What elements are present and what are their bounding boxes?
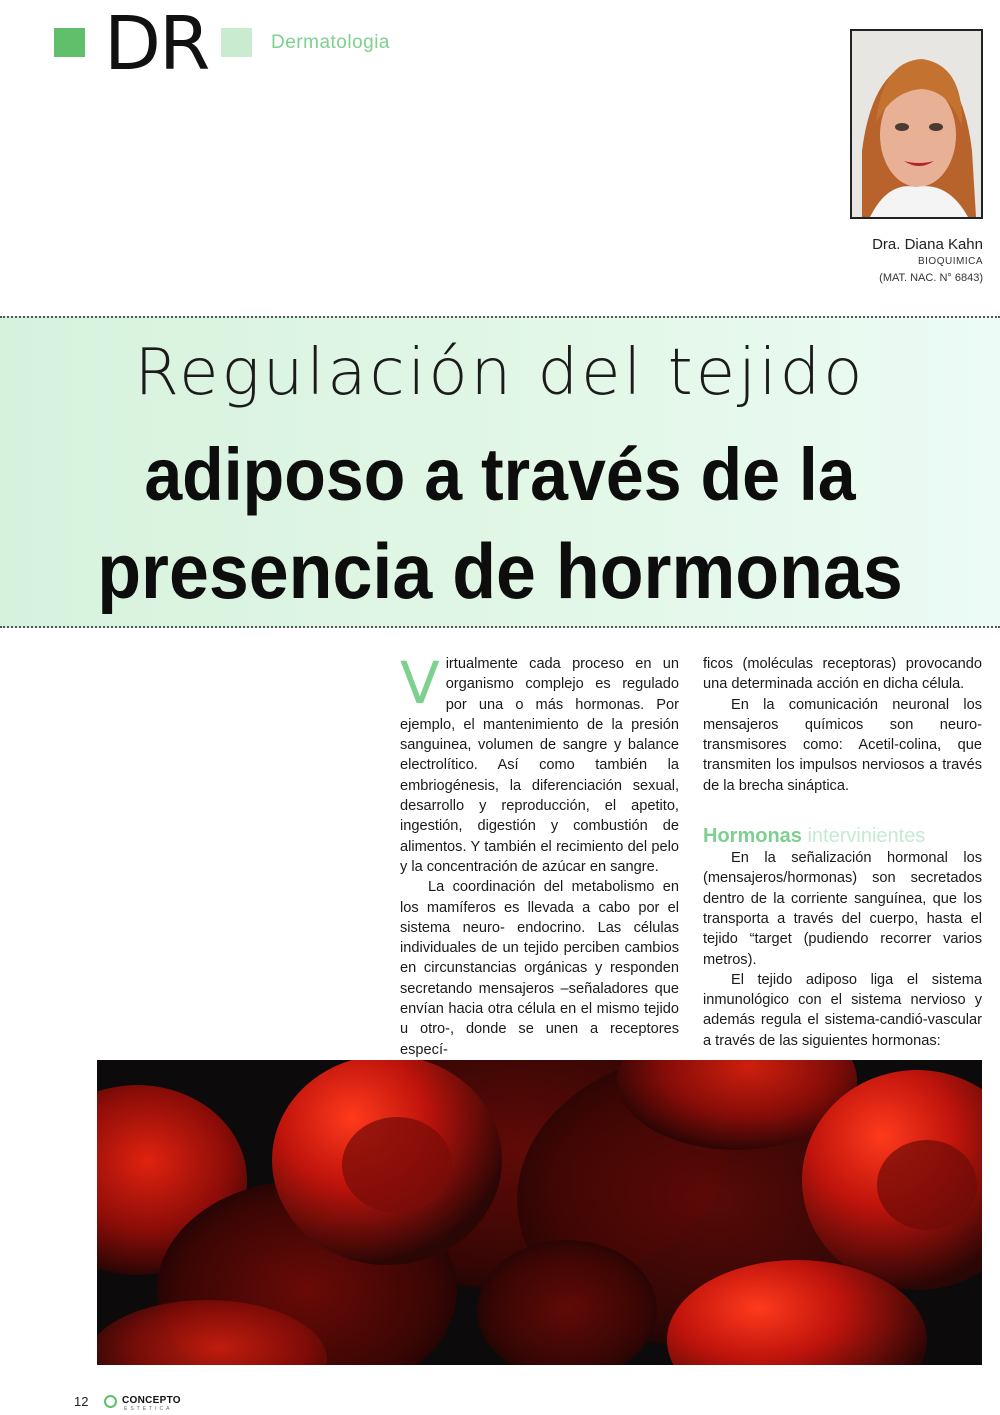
author-photo: [850, 29, 983, 219]
article-title-line-3: presencia de hormonas: [97, 527, 903, 615]
logo-subtext: ESTETICA: [124, 1406, 173, 1412]
author-role: BIOQUIMICA: [917, 256, 983, 267]
author-portrait-image: [852, 31, 981, 217]
subheading-light: intervinientes: [807, 825, 926, 848]
magazine-logo: [102, 1395, 188, 1412]
author-registration: (MAT. NAC. N° 6843): [879, 272, 983, 284]
article-paragraph: El tejido adiposo liga el sistema inmunológico con el sistema nervioso y además regula el sistema-candió-vascular a través de las siguientes hormonas:: [703, 971, 982, 1049]
article-title-line-1: Regulación del tejido: [134, 336, 866, 410]
subheading-bold: Hormonas: [703, 825, 802, 848]
article-column-right: [703, 654, 982, 1051]
red-blood-cells-image: [97, 1060, 982, 1365]
section-marker-light-square: [221, 28, 252, 57]
section-marker-square: [54, 28, 85, 57]
dropcap-letter: V: [400, 649, 440, 717]
logo-text: CONCEPTO: [122, 1395, 181, 1406]
page-number: 12: [74, 1394, 89, 1409]
article-paragraph: [400, 649, 679, 877]
blood-cells-illustration: [97, 1060, 982, 1365]
article-paragraph-text: irtualmente cada proceso en un organismo complejo es regulado por una o más hormonas. Por ejemplo, el mantenimiento de la presión sanguinea, volumen de sangre y balance electrolítico. Así como también la embriogénesis, la diferenciación sexual, desarrollo y reproducción, el apetito, ingestión, digestión y combustión de alimentos. Y también el recimiento del pelo y la concentración de azúcar en sangre.: [400, 656, 679, 875]
article-paragraph: ficos (moléculas receptoras) provocando una determinada acción en dicha célula.: [703, 656, 982, 693]
article-title-line-2: adiposo a través de la: [144, 433, 856, 516]
author-name: Dra. Diana Kahn: [872, 236, 983, 253]
article-paragraph: En la señalización hormonal los (mensajeros/hormonas) son secretados dentro de la corriente sanguínea, que los transporta a través del cuerpo, hasta el tejido “target (pudiendo recorrer varios metros).: [703, 850, 982, 968]
article-paragraph: La coordinación del metabolismo en los mamíferos es llevada a cabo por el sistema neuro- endocrino. Las células individuales de un tejido perciben cambios en circunstancias orgánicas y responden secretando mensajeros –señaladores que envían hacia otra célula en el mismo tejido u otro-, donde se unen a receptores especí-: [400, 879, 679, 1058]
logo-circle-icon: [104, 1395, 117, 1408]
section-name: Dermatologia: [271, 32, 390, 53]
article-column-left: [400, 649, 679, 1060]
section-code: DR: [104, 1, 209, 87]
article-paragraph: En la comunicación neuronal los mensajeros químicos son neuro-transmisores como: Acetil-colina, que transmiten los impulsos nerviosos a través de la brecha sináptica.: [703, 696, 982, 794]
article-subheading: [703, 824, 982, 848]
